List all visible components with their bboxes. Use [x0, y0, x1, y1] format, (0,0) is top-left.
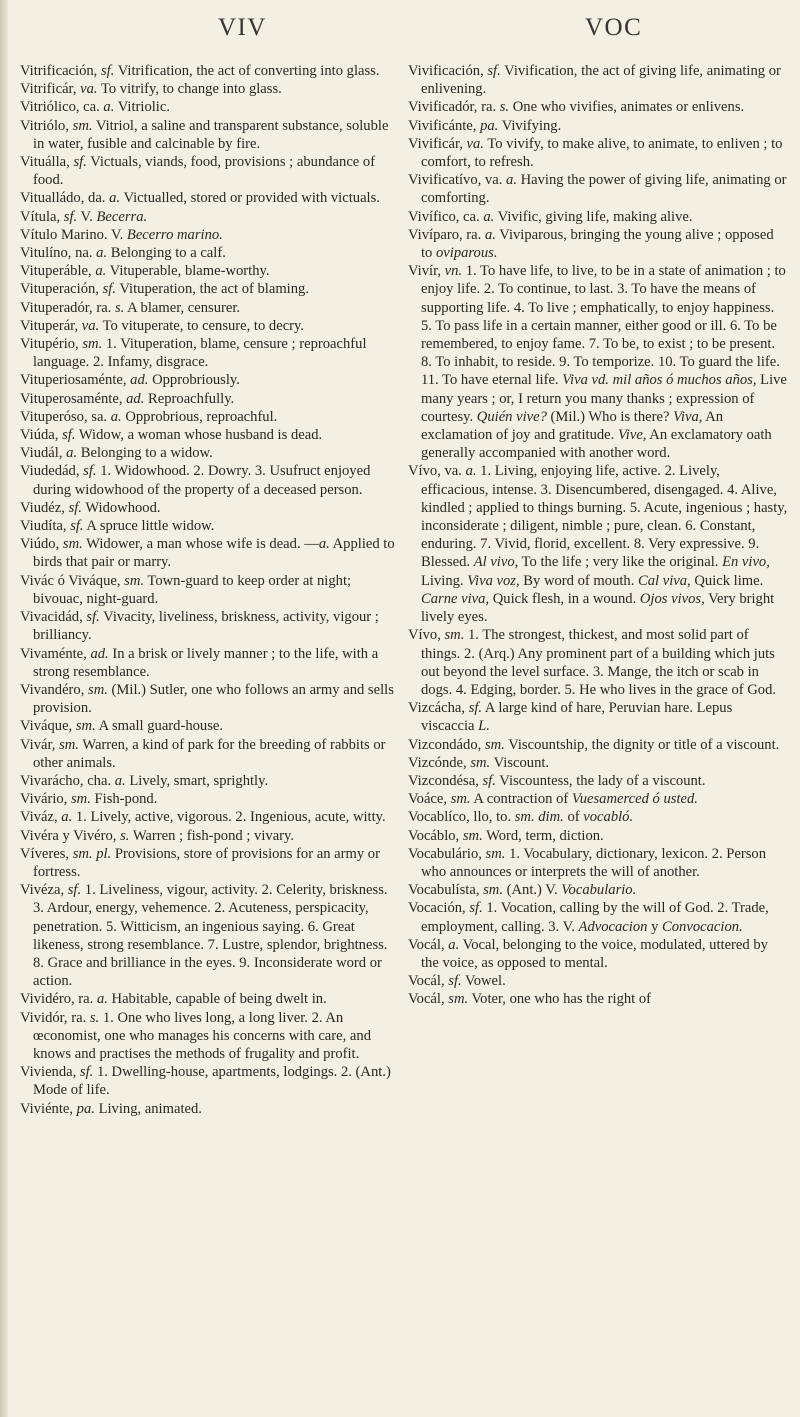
entry-text: To vituperate, to censure, to decry. [99, 317, 305, 334]
entry-text: Vitrification, the act of converting into glass. [114, 63, 380, 79]
entry-text: 1. Vocation, calling by the will of God. 2. Trade, employment, calling. 3. V. [421, 900, 769, 935]
left-column [20, 62, 398, 1118]
entry-text: Vivacidád, [20, 609, 87, 626]
dictionary-entry [408, 98, 788, 116]
dictionary-entry [20, 98, 398, 116]
entry-text: Viudál, [20, 445, 67, 462]
entry-text: 1. Liveliness, vigour, activity. 2. Celerity, briskness. 3. Ardour, energy, vehemence. 2. Acuteness, perspicacity, penetration. 5. Witticism, an ingenious saying. 6. Great likeness, strong resemblance. 7. Lustre, splendor, brightness. 8. Grace and brilliance in the eyes. 9. Inconsiderate word or action. [33, 882, 388, 990]
entry-text: Quick flesh, in a wound. [489, 590, 640, 607]
entry-text: Vivandéro, [20, 681, 89, 698]
entry-text: 1. Widowhood. 2. Dowry. 3. Usufruct enjoyed during widowhood of the property of a deceased person. [33, 463, 371, 498]
entry-text: Belonging to a widow. [77, 445, 213, 462]
dictionary-entry [408, 208, 788, 226]
entry-text: Vituperóso, sa. [20, 408, 111, 425]
italic-text: a. [114, 772, 126, 789]
entry-text: Widower, a man whose wife is dead. — [82, 536, 319, 553]
entry-text: Vivéra y Vivéro, [20, 827, 121, 844]
entry-text: Vivário, [20, 791, 71, 808]
entry-text: Fish-pond. [90, 791, 158, 808]
entry-text: Voáce, [408, 791, 451, 808]
entry-text: Voter, one who has the right of [468, 991, 652, 1008]
italic-text: sf. [469, 900, 483, 917]
dictionary-entry [20, 736, 398, 772]
entry-text: Quick lime. [690, 572, 764, 589]
entry-text: Vivifying. [498, 117, 562, 134]
entry-text: Vocabulário, [408, 845, 486, 862]
dictionary-entry [20, 681, 398, 717]
italic-text: sm. dim. [514, 809, 564, 826]
entry-text: 1. The strongest, thickest, and most solid part of things. 2. (Arq.) Any prominent part of a building which juts out beyond the level surface. 3. Mange, the itch or scab in dogs. 4. Edging, border. 5. He who lives in the grace of God. [421, 627, 777, 698]
dictionary-entry [20, 262, 398, 280]
entry-text: Widowhood. [81, 499, 161, 516]
entry-text: Lively, smart, sprightly. [125, 772, 269, 789]
dictionary-entry [20, 153, 398, 189]
entry-text: Vocál, [408, 936, 449, 953]
entry-text: Victuals, viands, food, provisions ; abundance of food. [33, 154, 376, 189]
entry-text: Vivár, [20, 736, 60, 753]
italic-text: a. [103, 99, 115, 116]
entry-text: Vívo, [408, 627, 445, 644]
entry-text: Opprobriously. [148, 372, 240, 389]
entry-text: Viudedád, [20, 463, 84, 480]
italic-text: Advocacion [578, 918, 648, 935]
italic-text: sf. [468, 700, 483, 717]
italic-text: Vocabulario. [561, 882, 637, 899]
entry-text: Viúdo, [20, 536, 63, 553]
entry-text: In a brisk or lively manner ; to the life, with a strong resemblance. [33, 645, 379, 680]
dictionary-entry [20, 1009, 398, 1064]
entry-text: Belonging to a calf. [107, 245, 226, 262]
entry-text: Living. [421, 572, 468, 589]
italic-text: a. [318, 536, 330, 553]
entry-text: Viscountess, the lady of a viscount. [495, 772, 706, 789]
entry-text: Vivífico, ca. [408, 208, 484, 225]
dictionary-entry [408, 972, 788, 990]
italic-text: sm. [450, 791, 471, 808]
entry-text: A contraction of [470, 791, 572, 808]
entry-text: Warren, a kind of park for the breeding of rabbits or other animals. [33, 736, 386, 771]
entry-text: Vituperation, the act of blaming. [116, 281, 309, 298]
italic-text: sf. [448, 973, 462, 990]
italic-text: a. [95, 263, 107, 280]
dictionary-entry [20, 244, 398, 262]
dictionary-entry [20, 645, 398, 681]
entry-text: Vitualládo, da. [20, 190, 110, 207]
entry-text: Vitulíno, na. [20, 245, 97, 262]
entry-text: 1. Dwelling-house, apartments, lodgings. 2. (Ant.) Mode of life. [33, 1064, 391, 1099]
dictionary-entry [408, 226, 788, 262]
entry-text: Very bright lively eyes. [421, 590, 775, 626]
italic-text: a. [110, 408, 122, 425]
italic-text: L. [478, 718, 490, 735]
italic-text: a. [506, 172, 517, 189]
dictionary-entry [20, 426, 398, 444]
entry-text: 1. To have life, to live, to be in a state of animation ; to enjoy life. 2. To continue, to last. 3. To have the means of supporting life. 4. To live ; emphatically, to enjoy happiness. 5. To pass life in a certain manner, either good or ill. 6. To be remembered, to enjoy fame. 7. To be, to exist ; to be present. 8. To inhabit, to reside. 9. To temporize. 10. To guard the life. 11. To have eternal life. [421, 263, 786, 389]
dictionary-entry [408, 990, 788, 1008]
dictionary-entry [20, 408, 398, 426]
dictionary-entry [408, 808, 788, 826]
italic-text: a. [484, 226, 496, 243]
right-running-head: VOC [585, 14, 643, 41]
italic-text: Convocacion. [662, 918, 743, 935]
italic-text: va. [81, 317, 100, 334]
italic-text: sm. [484, 736, 505, 753]
dictionary-entry [408, 699, 788, 735]
entry-text: Reproachfully. [144, 390, 235, 407]
entry-text: Vocál, [408, 973, 449, 990]
dictionary-entry [20, 371, 398, 389]
dictionary-entry [20, 444, 398, 462]
italic-text: sf. [102, 281, 116, 298]
entry-text: Viviénte, [20, 1100, 77, 1117]
italic-text: sm. pl. [72, 845, 112, 862]
dictionary-entry [408, 626, 788, 699]
italic-text: Vuesamerced ó usted. [571, 791, 698, 808]
dictionary-entry [408, 827, 788, 845]
dictionary-entry [20, 390, 398, 408]
italic-text: sf. [79, 1064, 94, 1081]
entry-text: 1. Living, enjoying life, active. 2. Lively, efficacious, intense. 3. Disencumbered, disengaged. 4. Alive, kindled ; applied to things burning. 5. Acute, ingenious ; hasty, inconsiderate ; diligent, nimble ; pure, clean. 6. Constant, enduring. 7. Vivid, florid, excellent. 8. Very expressive. 9. Blessed. [421, 463, 788, 571]
entry-text: An exclamatory oath generally accompanied with another word. [421, 427, 772, 462]
italic-text: a. [96, 991, 108, 1008]
entry-text: Vivificánte, [408, 117, 481, 134]
italic-text: oviparous. [436, 245, 498, 262]
entry-text: Vivific, giving life, making alive. [494, 208, 693, 225]
italic-text: sm. [124, 572, 145, 589]
entry-text: Vivác ó Viváque, [20, 572, 125, 589]
entry-text: 1. Vituperation, blame, censure ; reproachful language. 2. Infamy, disgrace. [33, 336, 367, 371]
entry-text: By word of mouth. [519, 572, 639, 589]
dictionary-entry [20, 335, 398, 371]
right-column [408, 62, 788, 1009]
italic-text: pa. [76, 1100, 95, 1117]
entry-text: 1. Lively, active, vigorous. 2. Ingenious, acute, witty. [72, 809, 386, 826]
entry-text: y [647, 918, 663, 935]
italic-text: sm. [483, 882, 503, 899]
dictionary-entry [20, 80, 398, 98]
entry-text: V. [77, 208, 97, 225]
dictionary-entry [408, 754, 788, 772]
italic-text: sf. [70, 518, 84, 535]
dictionary-entry [20, 881, 398, 990]
italic-text: sf. [73, 154, 87, 171]
entry-text: Viudéz, [20, 499, 69, 516]
entry-text: Habitable, capable of being dwelt in. [107, 991, 327, 1008]
italic-text: a. [66, 445, 78, 462]
entry-text: A spruce little widow. [83, 518, 215, 535]
dictionary-entry [408, 845, 788, 881]
entry-text: Vocál, [408, 991, 449, 1008]
dictionary-entry [20, 517, 398, 535]
entry-text: A large kind of hare, Peruvian hare. Lepus viscaccia [421, 700, 733, 735]
italic-text: sm. [72, 117, 93, 134]
italic-text: Al vivo, [473, 554, 519, 571]
entry-text: Vivificár, [408, 135, 467, 152]
entry-text: Vocación, [408, 900, 470, 917]
italic-text: Ojos vivos, [639, 590, 705, 607]
italic-text: a. [96, 245, 108, 262]
dictionary-entry [20, 808, 398, 826]
page-binding-edge [0, 0, 8, 1417]
entry-text: Viúda, [20, 427, 63, 444]
entry-text: Viváz, [20, 809, 62, 826]
italic-text: sm. [462, 827, 483, 844]
italic-text: Quién vive? [476, 408, 547, 425]
entry-text: Vitriolic. [114, 99, 170, 116]
italic-text: a. [61, 809, 73, 826]
entry-text: Vituperár, [20, 317, 82, 334]
entry-text: Vizcondésa, [408, 772, 483, 789]
italic-text: pa. [480, 117, 499, 134]
entry-text: Vitriólo, [20, 117, 73, 134]
italic-text: sm. [444, 627, 465, 644]
entry-text: Vivificadór, ra. [408, 99, 500, 116]
italic-text: sf. [62, 427, 76, 444]
dictionary-entry [408, 772, 788, 790]
entry-text: Widow, a woman whose husband is dead. [75, 427, 323, 444]
italic-text: a. [483, 208, 495, 225]
dictionary-entry [20, 827, 398, 845]
dictionary-entry [20, 1100, 398, 1118]
entry-text: Town-guard to keep order at night; bivouac, night-guard. [33, 572, 352, 607]
italic-text: sf. [67, 882, 82, 899]
dictionary-entry [20, 208, 398, 226]
italic-text: sm. [448, 991, 469, 1008]
italic-text: sf. [482, 772, 496, 789]
entry-text: Vivaménte, [20, 645, 91, 662]
dictionary-entry [20, 62, 398, 80]
entry-text: Vowel. [461, 973, 506, 990]
dictionary-entry [20, 499, 398, 517]
dictionary-entry [20, 189, 398, 207]
italic-text: sm. [59, 736, 79, 753]
dictionary-entry [408, 62, 788, 98]
dictionary-entry [20, 226, 398, 244]
italic-text: Vive, [617, 427, 647, 444]
italic-text: sm. [71, 791, 91, 808]
italic-text: Becerro marino. [126, 226, 223, 243]
entry-text: To vivify, to make alive, to animate, to enliven ; to comfort, to refresh. [421, 135, 783, 171]
italic-text: Viva, [673, 408, 703, 425]
italic-text: Cal viva, [638, 572, 691, 589]
italic-text: s. [499, 99, 510, 116]
italic-text: sf. [487, 63, 501, 79]
italic-text: Carne viva, [421, 590, 490, 607]
italic-text: Viva vd. mil años ó muchos años, [562, 372, 757, 389]
entry-text: Vocal, belonging to the voice, modulated, uttered by the voice, as opposed to mental. [421, 936, 768, 971]
dictionary-entry [20, 790, 398, 808]
dictionary-entry [20, 535, 398, 571]
entry-text: Victualled, stored or provided with victuals. [120, 190, 380, 207]
entry-text: Having the power of giving life, animating or comforting. [421, 172, 787, 207]
dictionary-entry [20, 117, 398, 153]
entry-text: Vividéro, ra. [20, 991, 97, 1008]
dictionary-entry [408, 117, 788, 135]
entry-text: Opprobrious, reproachful. [121, 408, 278, 425]
dictionary-entry [408, 135, 788, 171]
dictionary-entry [20, 572, 398, 608]
entry-text: Vivíparo, ra. [408, 226, 485, 243]
entry-text: Vitriólico, ca. [20, 99, 104, 116]
entry-text: (Ant.) V. [503, 882, 562, 899]
entry-text: Vivification, the act of giving life, animating or enlivening. [421, 63, 781, 98]
entry-text: Vizcácha, [408, 700, 469, 717]
entry-text: Vizcondádo, [408, 736, 485, 753]
italic-text: va. [80, 81, 98, 98]
entry-text: Vitrificación, [20, 63, 101, 79]
dictionary-entry [408, 736, 788, 754]
entry-text: Vocablíco, llo, to. [408, 809, 515, 826]
entry-text: Vivienda, [20, 1064, 80, 1081]
italic-text: sm. [62, 536, 83, 553]
entry-text: Vituálla, [20, 154, 74, 171]
entry-text: Vizcónde, [408, 754, 471, 771]
entry-text: One who vivifies, animates or enlivens. [509, 99, 745, 116]
entry-text: Vituperable, blame-worthy. [106, 263, 270, 280]
entry-text: Word, term, diction. [482, 827, 604, 844]
dictionary-entry [20, 717, 398, 735]
entry-text: Warren ; fish-pond ; vivary. [129, 827, 295, 844]
entry-text: A small guard-house. [95, 718, 224, 735]
dictionary-entry [408, 462, 788, 626]
entry-text: To vitrify, to change into glass. [97, 81, 282, 98]
entry-text: Vituperación, [20, 281, 103, 298]
italic-text: sf. [68, 499, 82, 516]
italic-text: ad. [126, 390, 145, 407]
dictionary-entry [408, 262, 788, 462]
dictionary-entry [408, 171, 788, 207]
italic-text: ad. [90, 645, 109, 662]
italic-text: Viva voz, [467, 572, 520, 589]
entry-text: Vítula, [20, 208, 64, 225]
italic-text: s. [89, 1009, 100, 1026]
italic-text: sm. [88, 681, 108, 698]
italic-text: sm. [485, 845, 506, 862]
italic-text: vn. [444, 263, 463, 280]
entry-text: 1. One who lives long, a long liver. 2. An œconomist, one who manages his concerns with care, and knows and practises the methods of frugality and profit. [33, 1009, 371, 1062]
entry-text: Vituperáble, [20, 263, 96, 280]
entry-text: of [563, 809, 584, 826]
dictionary-entry [408, 790, 788, 808]
italic-text: va. [466, 135, 484, 152]
italic-text: a. [465, 463, 477, 480]
dictionary-entry [20, 462, 398, 498]
italic-text: sm. [470, 754, 491, 771]
entry-text: Vitrificár, [20, 81, 81, 98]
italic-text: s. [120, 827, 130, 844]
entry-text: Viudíta, [20, 518, 71, 535]
entry-text: A blamer, censurer. [124, 299, 241, 316]
entry-text: Viscountship, the dignity or title of a viscount. [504, 736, 780, 753]
italic-text: sm. [75, 718, 96, 735]
entry-text: (Mil.) Who is there? [546, 408, 674, 425]
entry-text: Vitriol, a saline and transparent substance, soluble in water, fusible and calcinable by fire. [33, 117, 389, 152]
dictionary-entry [408, 881, 788, 899]
dictionary-entry [408, 899, 788, 935]
entry-text: (Mil.) Sutler, one who follows an army and sells provision. [33, 681, 394, 717]
entry-text: Viváque, [20, 718, 76, 735]
entry-text: Vítulo Marino. V. [20, 226, 127, 243]
entry-text: An exclamation of joy and gratitude. [421, 408, 724, 444]
entry-text: Vivificatívo, va. [408, 172, 507, 189]
entry-text: Vituperadór, ra. [20, 299, 115, 316]
entry-text: Viscount. [490, 754, 550, 771]
entry-text: Víveres, [20, 845, 73, 862]
dictionary-entry [20, 299, 398, 317]
dictionary-entry [20, 608, 398, 644]
entry-text: Vivír, [408, 263, 445, 280]
entry-text: Applied to birds that pair or marry. [33, 536, 395, 571]
entry-text: Vocáblo, [408, 827, 463, 844]
italic-text: ad. [130, 372, 149, 389]
dictionary-entry [20, 280, 398, 298]
entry-text: Vituperosaménte, [20, 390, 127, 407]
entry-text: To the life ; very like the original. [518, 554, 723, 571]
dictionary-entry [408, 936, 788, 972]
entry-text: Live many years ; or, I return you many thanks ; expression of courtesy. [421, 372, 787, 425]
italic-text: Becerra. [96, 208, 148, 225]
entry-text: Viviparous, bringing the young alive ; opposed to [421, 226, 774, 262]
entry-text: Vivarácho, cha. [20, 772, 115, 789]
italic-text: sf. [63, 208, 78, 225]
entry-text: Vívo, va. [408, 463, 466, 480]
dictionary-entry [20, 1063, 398, 1099]
entry-text: Vivéza, [20, 882, 68, 899]
entry-text: 1. Vocabulary, dictionary, lexicon. 2. Person who announces or interprets the will of another. [421, 845, 767, 880]
italic-text: vocabló. [583, 809, 634, 826]
entry-text: Vituperiosaménte, [20, 372, 131, 389]
italic-text: sf. [86, 609, 100, 626]
page-header [0, 14, 800, 54]
italic-text: sf. [83, 463, 97, 480]
entry-text: Vivificación, [408, 63, 488, 79]
italic-text: En vivo, [722, 554, 770, 571]
entry-text: Provisions, store of provisions for an army or fortress. [33, 845, 380, 880]
dictionary-entry [20, 317, 398, 335]
left-running-head: VIV [218, 14, 267, 41]
dictionary-entry [20, 845, 398, 881]
entry-text: Vocabulísta, [408, 882, 484, 899]
italic-text: a. [448, 936, 460, 953]
dictionary-entry [20, 772, 398, 790]
entry-text: Vividór, ra. [20, 1009, 90, 1026]
dictionary-entry [20, 990, 398, 1008]
entry-text: Vitupério, [20, 336, 83, 353]
entry-text: Vivacity, liveliness, briskness, activity, vigour ; brilliancy. [33, 609, 379, 644]
italic-text: sf. [100, 63, 115, 79]
italic-text: a. [109, 190, 121, 207]
entry-text: Living, animated. [94, 1100, 202, 1117]
italic-text: s. [114, 299, 125, 316]
italic-text: sm. [82, 336, 103, 353]
